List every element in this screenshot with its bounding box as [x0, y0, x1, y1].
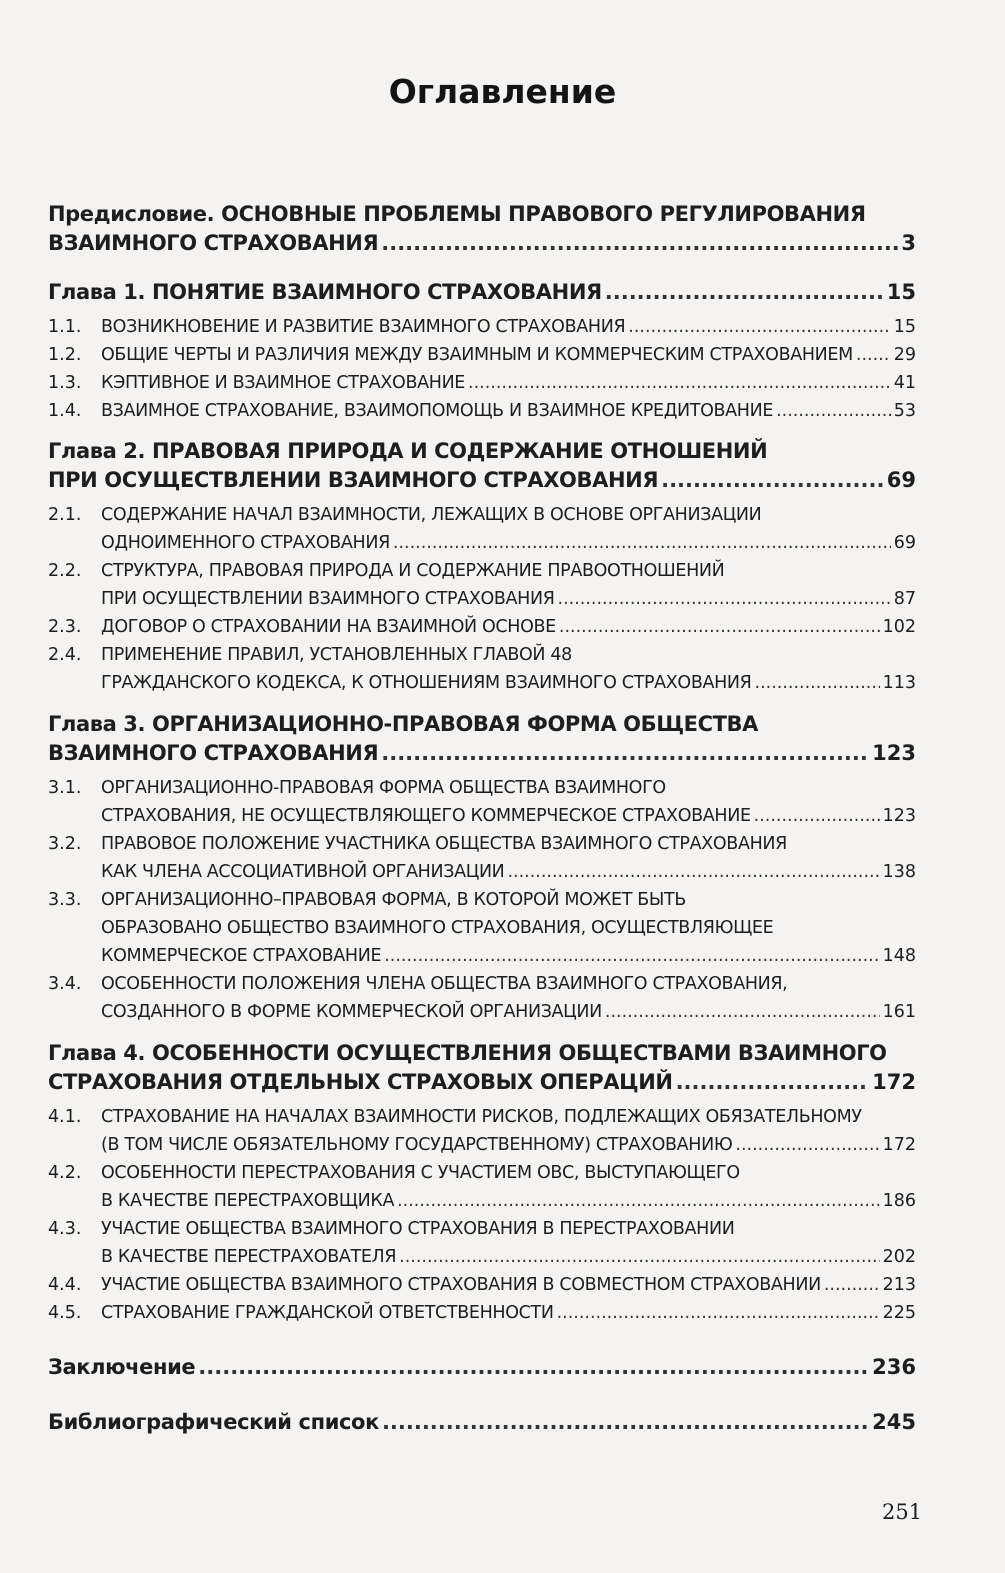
toc-page-number: 148 — [882, 946, 916, 966]
toc-chapter[interactable] — [48, 278, 916, 307]
toc-page-number: 213 — [882, 1275, 916, 1295]
toc-entry-text: Глава 2. ПРАВОВАЯ ПРИРОДА И СОДЕРЖАНИЕ ОТНОШЕНИЙ — [48, 439, 768, 463]
section-body — [101, 369, 916, 397]
toc-entry-text: СТРАХОВАНИЯ ОТДЕЛЬНЫХ СТРАХОВЫХ ОПЕРАЦИЙ — [48, 1070, 673, 1094]
toc-page-number: 15 — [893, 317, 916, 337]
section-body — [101, 1103, 916, 1159]
toc-entry-text: УЧАСТИЕ ОБЩЕСТВА ВЗАИМНОГО СТРАХОВАНИЯ В СОВМЕСТНОМ СТРАХОВАНИИ — [101, 1275, 821, 1295]
toc-line — [48, 200, 916, 229]
page-title: Оглавление — [388, 72, 617, 111]
toc-line — [101, 529, 916, 557]
toc-line — [101, 970, 916, 998]
toc-line — [48, 437, 916, 466]
dot-leader — [856, 341, 891, 369]
toc-entry-text: КОММЕРЧЕСКОЕ СТРАХОВАНИЕ — [101, 946, 382, 966]
toc-entry-text: ОСОБЕННОСТИ ПЕРЕСТРАХОВАНИЯ С УЧАСТИЕМ ОВС, ВЫСТУПАЮЩЕГО — [101, 1163, 740, 1183]
toc-entry-text: ВЗАИМНОГО СТРАХОВАНИЯ — [48, 231, 379, 255]
section-number: 4.5. — [48, 1303, 82, 1323]
toc-page-number: 113 — [882, 673, 916, 693]
toc-section[interactable] — [48, 369, 916, 397]
toc-line — [101, 942, 916, 970]
section-number: 1.3. — [48, 373, 82, 393]
toc-line — [101, 1131, 916, 1159]
section-number: 3.3. — [48, 890, 82, 910]
dot-leader — [735, 1131, 879, 1159]
toc-page-number: 87 — [893, 589, 916, 609]
dot-leader — [393, 529, 891, 557]
section-number: 1.1. — [48, 317, 82, 337]
toc-line — [101, 369, 916, 397]
toc-page-number: 245 — [872, 1410, 916, 1434]
section-body — [101, 830, 916, 886]
dot-leader — [384, 942, 879, 970]
section-body — [101, 557, 916, 613]
dot-leader — [382, 1408, 869, 1437]
section-body — [101, 613, 916, 641]
toc-entry-text: ВЗАИМНОГО СТРАХОВАНИЯ — [48, 741, 379, 765]
toc-page-number: 29 — [893, 345, 916, 365]
toc-section[interactable] — [48, 557, 916, 613]
dot-leader — [676, 1068, 870, 1097]
toc-entry-text: ОРГАНИЗАЦИОННО-ПРАВОВАЯ ФОРМА ОБЩЕСТВА ВЗАИМНОГО — [101, 778, 666, 798]
toc-line — [48, 466, 916, 495]
toc-line — [48, 229, 916, 258]
section-number: 4.4. — [48, 1275, 82, 1295]
toc-line — [101, 830, 916, 858]
dot-leader — [558, 585, 891, 613]
toc-chapter[interactable] — [48, 1353, 916, 1382]
toc-entry-text: ПРИ ОСУЩЕСТВЛЕНИИ ВЗАИМНОГО СТРАХОВАНИЯ — [48, 468, 659, 492]
toc-line — [101, 313, 916, 341]
toc-line — [48, 710, 916, 739]
toc-page-number: 202 — [882, 1247, 916, 1267]
toc-entry-text: Библиографический список — [48, 1410, 379, 1434]
section-number: 1.2. — [48, 345, 82, 365]
toc-entry-text: Заключение — [48, 1355, 196, 1379]
toc-page-number: 3 — [901, 231, 916, 255]
toc-page-number: 41 — [893, 373, 916, 393]
section-body — [101, 313, 916, 341]
section-number: 4.3. — [48, 1219, 82, 1239]
toc-line — [101, 557, 916, 585]
toc-entry-text: ОСОБЕННОСТИ ПОЛОЖЕНИЯ ЧЛЕНА ОБЩЕСТВА ВЗАИМНОГО СТРАХОВАНИЯ, — [101, 974, 788, 994]
toc-entry-text: ПРАВОВОЕ ПОЛОЖЕНИЕ УЧАСТНИКА ОБЩЕСТВА ВЗАИМНОГО СТРАХОВАНИЯ — [101, 834, 787, 854]
toc-line — [48, 739, 916, 768]
toc-section[interactable] — [48, 1159, 916, 1215]
section-number: 2.3. — [48, 617, 82, 637]
toc-page-number: 161 — [882, 1002, 916, 1022]
toc-entry-text: Глава 1. ПОНЯТИЕ ВЗАИМНОГО СТРАХОВАНИЯ — [48, 280, 602, 304]
toc-line — [101, 397, 916, 425]
dot-leader — [559, 613, 880, 641]
toc-line — [101, 1187, 916, 1215]
section-number: 1.4. — [48, 401, 82, 421]
toc-entry-text: ВОЗНИКНОВЕНИЕ И РАЗВИТИЕ ВЗАИМНОГО СТРАХОВАНИЯ — [101, 317, 626, 337]
toc-line — [48, 1039, 916, 1068]
section-body — [101, 1299, 916, 1327]
toc-line — [101, 669, 916, 697]
dot-leader — [605, 998, 880, 1026]
toc-chapter[interactable] — [48, 1039, 916, 1097]
toc-entry-text: СТРАХОВАНИЕ ГРАЖДАНСКОЙ ОТВЕТСТВЕННОСТИ — [101, 1303, 554, 1323]
toc-line — [101, 1299, 916, 1327]
section-number: 4.2. — [48, 1163, 82, 1183]
toc-page-number: 53 — [893, 401, 916, 421]
toc-section[interactable] — [48, 501, 916, 557]
section-body — [101, 1215, 916, 1271]
toc-entry-text: СТРУКТУРА, ПРАВОВАЯ ПРИРОДА И СОДЕРЖАНИЕ ПРАВООТНОШЕНИЙ — [101, 561, 725, 581]
toc-page-number: 123 — [872, 741, 916, 765]
toc-page-number: 69 — [893, 533, 916, 553]
toc-section[interactable] — [48, 313, 916, 341]
dot-leader — [397, 1187, 879, 1215]
toc-chapter[interactable] — [48, 710, 916, 768]
section-number: 2.2. — [48, 561, 82, 581]
toc-line — [101, 613, 916, 641]
toc-section[interactable] — [48, 397, 916, 425]
toc-entry-text: СТРАХОВАНИЕ НА НАЧАЛАХ ВЗАИМНОСТИ РИСКОВ, ПОДЛЕЖАЩИХ ОБЯЗАТЕЛЬНОМУ — [101, 1107, 862, 1127]
toc-line — [101, 802, 916, 830]
toc-entry-text: Предисловие. ОСНОВНЫЕ ПРОБЛЕМЫ ПРАВОВОГО РЕГУЛИРОВАНИЯ — [48, 202, 866, 226]
toc-entry-text: ДОГОВОР О СТРАХОВАНИИ НА ВЗАИМНОЙ ОСНОВЕ — [101, 617, 556, 637]
page-number: 251 — [882, 1500, 923, 1524]
toc-entry-text: (В ТОМ ЧИСЛЕ ОБЯЗАТЕЛЬНОМУ ГОСУДАРСТВЕННОМУ) СТРАХОВАНИЮ — [101, 1135, 733, 1155]
toc-entry-text: Глава 4. ОСОБЕННОСТИ ОСУЩЕСТВЛЕНИЯ ОБЩЕСТВАМИ ВЗАИМНОГО — [48, 1041, 887, 1065]
toc-line — [101, 886, 916, 914]
section-body — [101, 774, 916, 830]
toc-entry-text: ПРИ ОСУЩЕСТВЛЕНИИ ВЗАИМНОГО СТРАХОВАНИЯ — [101, 589, 555, 609]
toc-section[interactable] — [48, 341, 916, 369]
section-body — [101, 886, 916, 970]
toc-line — [101, 1271, 916, 1299]
toc-page-number: 123 — [882, 806, 916, 826]
table-of-contents — [48, 200, 916, 1437]
toc-section[interactable] — [48, 970, 916, 1026]
toc-line — [101, 501, 916, 529]
toc-page-number: 15 — [886, 280, 916, 304]
section-body — [101, 397, 916, 425]
toc-entry-text: ОДНОИМЕННОГО СТРАХОВАНИЯ — [101, 533, 390, 553]
toc-line — [101, 641, 916, 669]
toc-line — [101, 774, 916, 802]
dot-leader — [628, 313, 890, 341]
toc-page-number: 102 — [882, 617, 916, 637]
toc-entry-text: ОБЩИЕ ЧЕРТЫ И РАЗЛИЧИЯ МЕЖДУ ВЗАИМНЫМ И КОММЕРЧЕСКИМ СТРАХОВАНИЕМ — [101, 345, 853, 365]
section-body — [101, 501, 916, 557]
toc-entry-text: В КАЧЕСТВЕ ПЕРЕСТРАХОВАТЕЛЯ — [101, 1247, 397, 1267]
section-number: 3.2. — [48, 834, 82, 854]
toc-line — [101, 1215, 916, 1243]
toc-line — [101, 914, 916, 942]
dot-leader — [754, 802, 880, 830]
dot-leader — [605, 278, 884, 307]
dot-leader — [755, 669, 880, 697]
section-number: 2.4. — [48, 645, 82, 665]
toc-entry-text: ПРИМЕНЕНИЕ ПРАВИЛ, УСТАНОВЛЕННЫХ ГЛАВОЙ 48 — [101, 645, 572, 665]
toc-entry-text: СОДЕРЖАНИЕ НАЧАЛ ВЗАИМНОСТИ, ЛЕЖАЩИХ В ОСНОВЕ ОРГАНИЗАЦИИ — [101, 505, 762, 525]
dot-leader — [198, 1353, 869, 1382]
toc-page-number: 236 — [872, 1355, 916, 1379]
toc-page-number: 172 — [872, 1070, 916, 1094]
dot-leader — [468, 369, 891, 397]
toc-page-number: 138 — [882, 862, 916, 882]
section-body — [101, 641, 916, 697]
toc-entry-text: СТРАХОВАНИЯ, НЕ ОСУЩЕСТВЛЯЮЩЕГО КОММЕРЧЕСКОЕ СТРАХОВАНИЕ — [101, 806, 751, 826]
toc-entry-text: ОРГАНИЗАЦИОННО–ПРАВОВАЯ ФОРМА, В КОТОРОЙ МОЖЕТ БЫТЬ — [101, 890, 686, 910]
section-number: 3.4. — [48, 974, 82, 994]
toc-entry-text: В КАЧЕСТВЕ ПЕРЕСТРАХОВЩИКА — [101, 1191, 395, 1211]
toc-chapter[interactable] — [48, 437, 916, 495]
section-body — [101, 1271, 916, 1299]
toc-section[interactable] — [48, 830, 916, 886]
toc-page-number: 225 — [882, 1303, 916, 1323]
toc-entry-text: ГРАЖДАНСКОГО КОДЕКСА, К ОТНОШЕНИЯМ ВЗАИМНОГО СТРАХОВАНИЯ — [101, 673, 752, 693]
section-number: 4.1. — [48, 1107, 82, 1127]
section-body — [101, 970, 916, 1026]
dot-leader — [776, 397, 891, 425]
toc-chapter[interactable] — [48, 1408, 916, 1437]
toc-chapter[interactable] — [48, 200, 916, 258]
toc-entry-text: СОЗДАННОГО В ФОРМЕ КОММЕРЧЕСКОЙ ОРГАНИЗАЦИИ — [101, 1002, 602, 1022]
toc-entry-text: КЭПТИВНОЕ И ВЗАИМНОЕ СТРАХОВАНИЕ — [101, 373, 466, 393]
section-body — [101, 1159, 916, 1215]
toc-section[interactable] — [48, 613, 916, 641]
toc-section[interactable] — [48, 774, 916, 830]
toc-line — [101, 998, 916, 1026]
toc-line — [101, 858, 916, 886]
toc-section[interactable] — [48, 1271, 916, 1299]
section-body — [101, 341, 916, 369]
toc-section[interactable] — [48, 641, 916, 697]
toc-page-number: 172 — [882, 1135, 916, 1155]
toc-entry-text: ОБРАЗОВАНО ОБЩЕСТВО ВЗАИМНОГО СТРАХОВАНИЯ, ОСУЩЕСТВЛЯЮЩЕЕ — [101, 918, 774, 938]
toc-line — [101, 1103, 916, 1131]
toc-section[interactable] — [48, 886, 916, 970]
toc-line — [48, 1353, 916, 1382]
toc-entry-text: УЧАСТИЕ ОБЩЕСТВА ВЗАИМНОГО СТРАХОВАНИЯ В ПЕРЕСТРАХОВАНИИ — [101, 1219, 735, 1239]
dot-leader — [399, 1243, 879, 1271]
dot-leader — [381, 229, 898, 258]
toc-page-number: 186 — [882, 1191, 916, 1211]
toc-entry-text: ВЗАИМНОЕ СТРАХОВАНИЕ, ВЗАИМОПОМОЩЬ И ВЗАИМНОЕ КРЕДИТОВАНИЕ — [101, 401, 774, 421]
dot-leader — [557, 1299, 880, 1327]
dot-leader — [381, 739, 869, 768]
toc-section[interactable] — [48, 1215, 916, 1271]
toc-section[interactable] — [48, 1103, 916, 1159]
toc-line — [101, 341, 916, 369]
dot-leader — [824, 1271, 880, 1299]
toc-entry-text: Глава 3. ОРГАНИЗАЦИОННО-ПРАВОВАЯ ФОРМА ОБЩЕСТВА — [48, 712, 759, 736]
section-number: 2.1. — [48, 505, 82, 525]
toc-page-number: 69 — [886, 468, 916, 492]
toc-line — [48, 1408, 916, 1437]
section-number: 3.1. — [48, 778, 82, 798]
toc-line — [101, 1159, 916, 1187]
dot-leader — [507, 858, 879, 886]
dot-leader — [661, 466, 884, 495]
toc-line — [101, 585, 916, 613]
toc-line — [48, 278, 916, 307]
toc-line — [101, 1243, 916, 1271]
toc-line — [48, 1068, 916, 1097]
toc-entry-text: КАК ЧЛЕНА АССОЦИАТИВНОЙ ОРГАНИЗАЦИИ — [101, 862, 505, 882]
toc-section[interactable] — [48, 1299, 916, 1327]
